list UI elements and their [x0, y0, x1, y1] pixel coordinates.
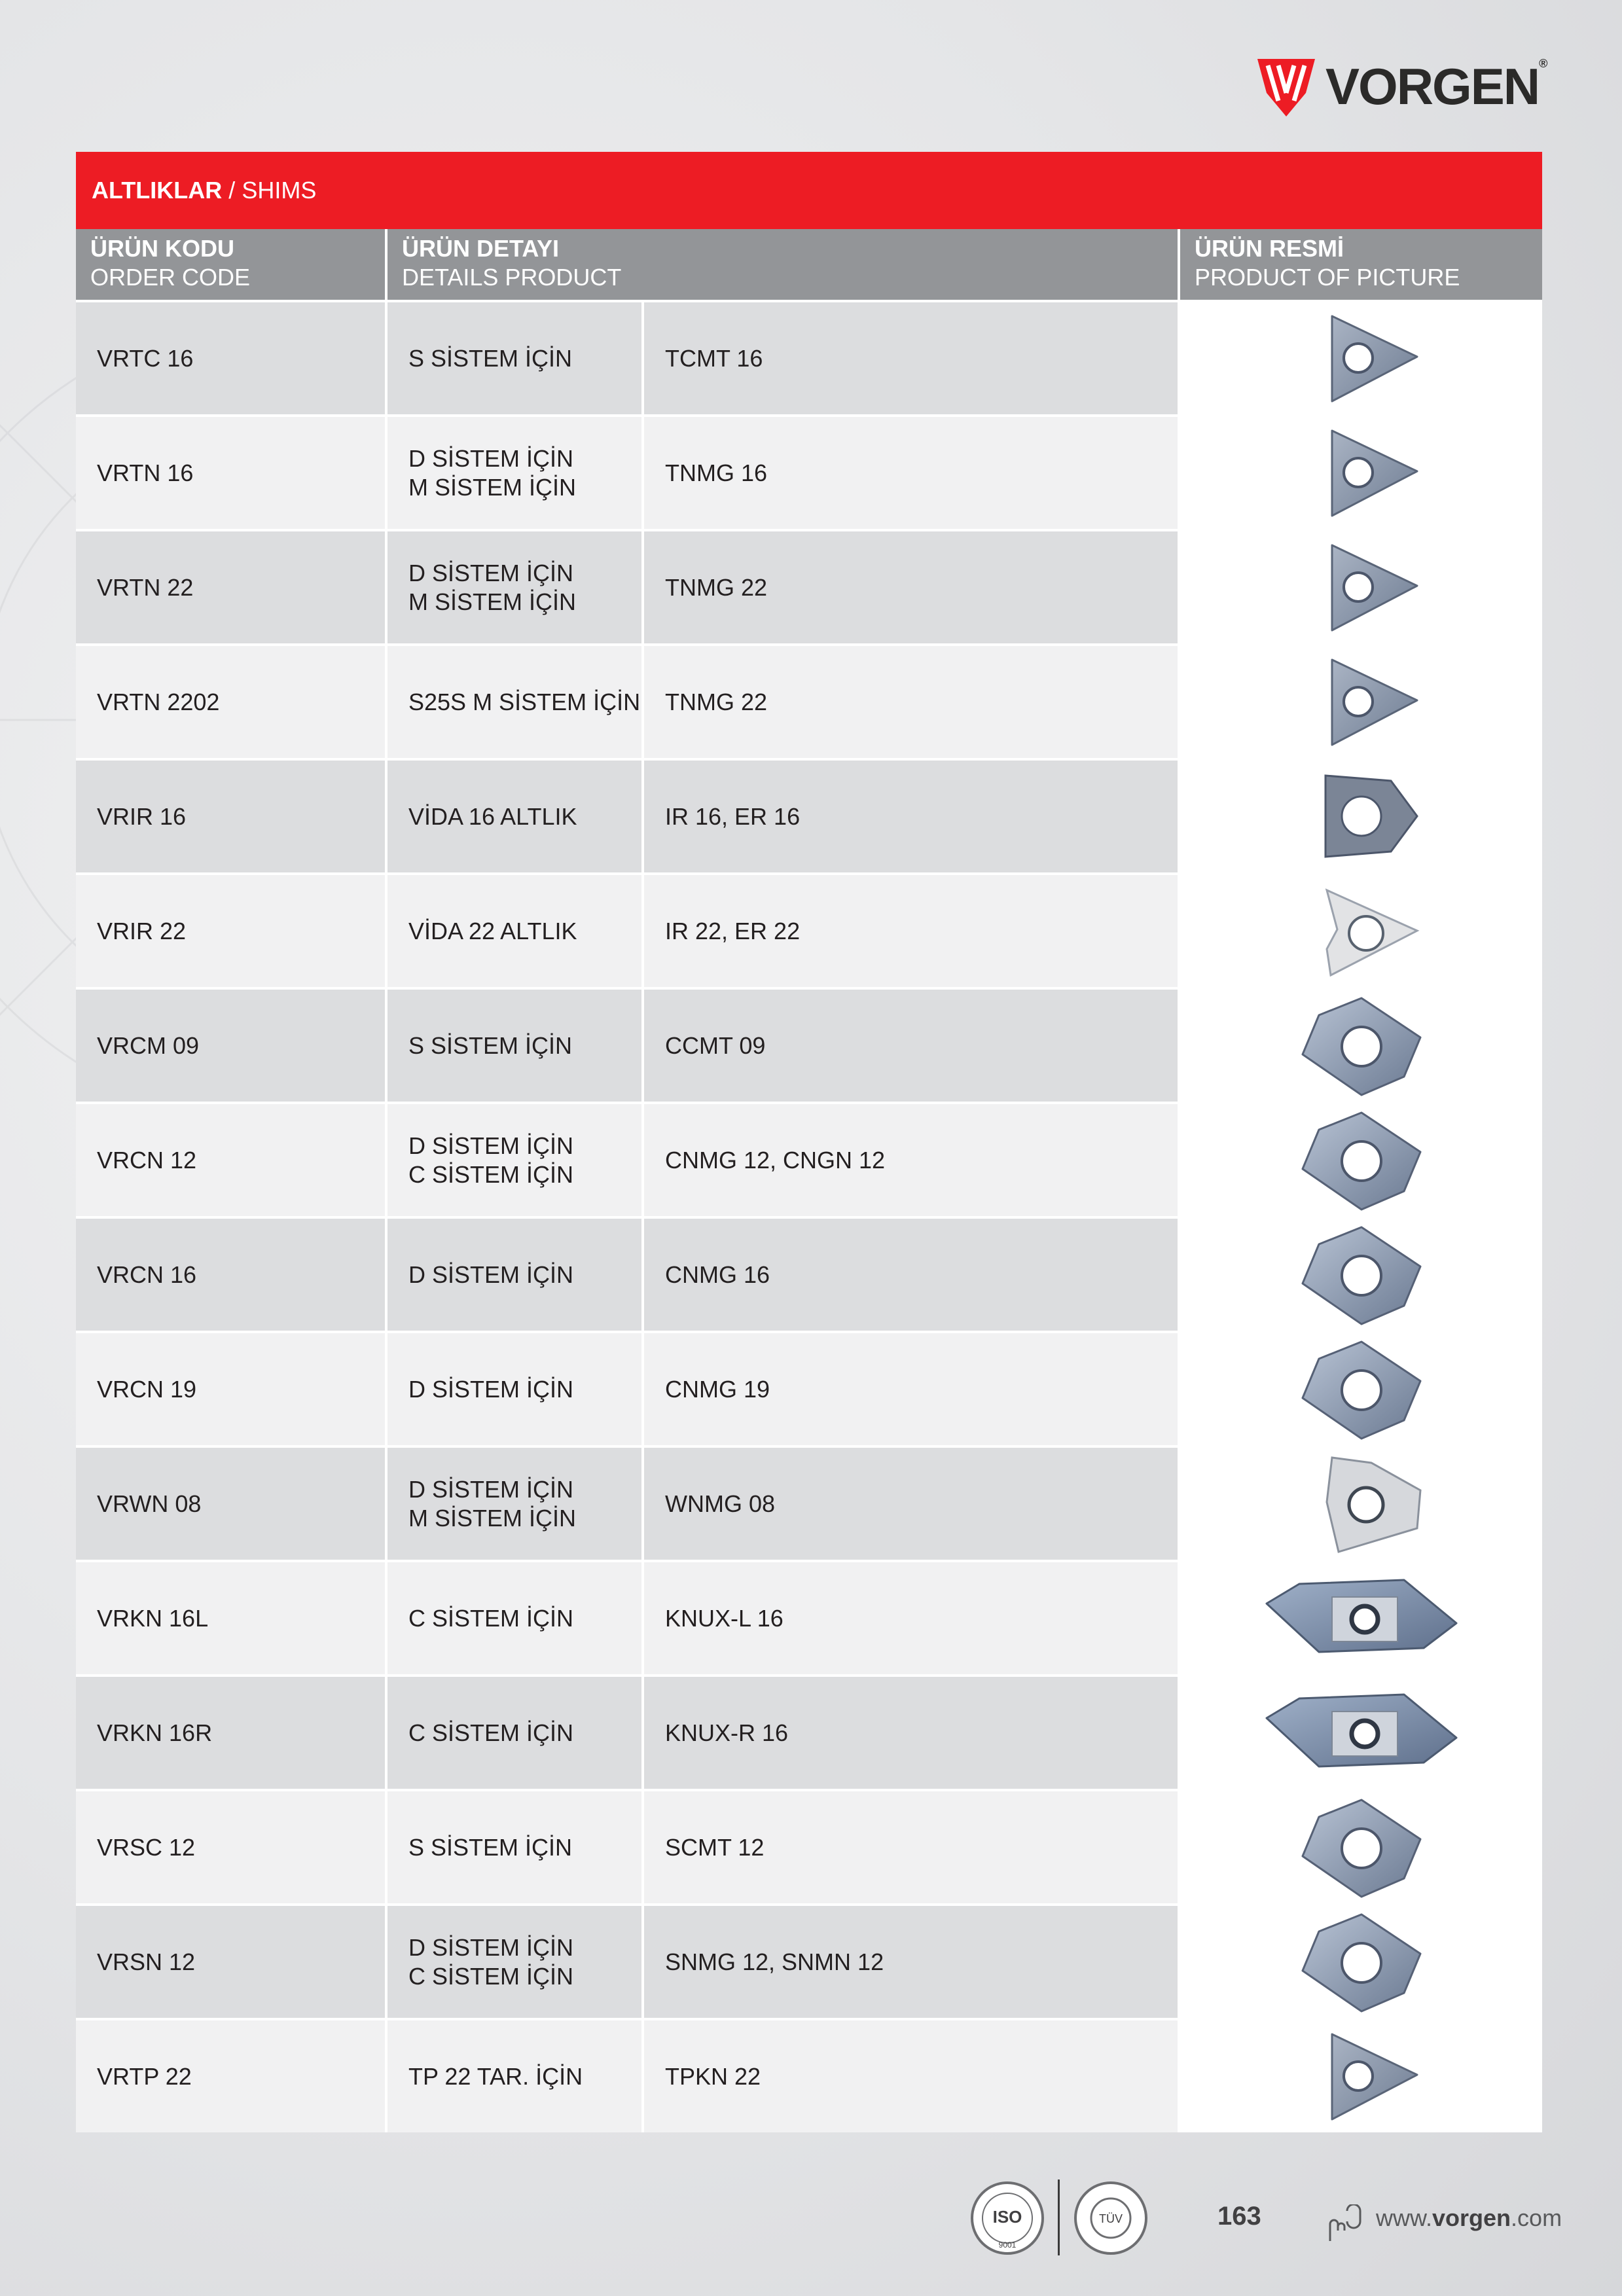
order-code-cell — [76, 1791, 387, 1903]
shim-image — [1253, 1908, 1469, 2016]
detail-cell — [387, 531, 644, 643]
svg-text:ISO: ISO — [992, 2207, 1022, 2227]
badge-divider — [1058, 2179, 1060, 2255]
compatible-insert: CCMT 09 — [665, 1031, 766, 1059]
order-code: VRTN 16 — [97, 459, 194, 486]
order-code-cell — [76, 875, 387, 987]
detail-cell — [387, 2020, 644, 2132]
order-code: VRTN 22 — [97, 573, 194, 601]
insert-cell — [644, 875, 1180, 987]
section-title: ALTLIKLAR / SHIMS — [76, 152, 1542, 229]
detail-cell — [387, 1791, 644, 1903]
insert-cell — [644, 531, 1180, 643]
shim-image — [1253, 992, 1469, 1100]
shim-image — [1253, 1450, 1469, 1558]
order-code-cell — [76, 990, 387, 1102]
table-row — [76, 529, 1542, 643]
website-link[interactable]: www.vorgen.com — [1376, 2204, 1562, 2231]
insert-cell — [644, 1448, 1180, 1560]
shims-table — [76, 152, 1542, 2132]
table-row — [76, 414, 1542, 529]
order-code: VRTP 22 — [97, 2062, 192, 2090]
compatible-insert: CNMG 16 — [665, 1261, 770, 1288]
detail-cell — [387, 1562, 644, 1674]
order-code-cell — [76, 1333, 387, 1445]
picture-cell — [1180, 1448, 1542, 1560]
compatible-insert: CNMG 12, CNGN 12 — [665, 1146, 886, 1174]
detail-line-1: S SİSTEM İÇİN — [408, 1031, 573, 1059]
shim-image — [1253, 1221, 1469, 1329]
detail-line-1: D SİSTEM İÇİN — [408, 1933, 574, 1961]
table-row — [76, 1216, 1542, 1331]
detail-line-1: VİDA 16 ALTLIK — [408, 802, 577, 830]
table-header — [76, 229, 1542, 300]
picture-cell — [1180, 531, 1542, 643]
table-row — [76, 300, 1542, 414]
shim-image — [1253, 762, 1469, 870]
detail-cell — [387, 1448, 644, 1560]
insert-cell — [644, 1562, 1180, 1674]
detail-line-1: D SİSTEM İÇİN — [408, 559, 574, 586]
order-code: VRWN 08 — [97, 1490, 202, 1517]
detail-line-1: VİDA 22 ALTLIK — [408, 917, 577, 944]
detail-line-1: S25S M SİSTEM İÇİN — [408, 688, 641, 715]
order-code: VRKN 16L — [97, 1604, 209, 1632]
detail-line-1: D SİSTEM İÇİN — [408, 1132, 574, 1159]
header-details-product: ÜRÜN DETAYI DETAILS PRODUCT — [387, 229, 1180, 300]
order-code: VRCM 09 — [97, 1031, 200, 1059]
svg-text:9001: 9001 — [998, 2240, 1017, 2250]
detail-line-1: D SİSTEM İÇİN — [408, 1261, 574, 1288]
detail-line-1: D SİSTEM İÇİN — [408, 1475, 574, 1503]
iso-9001-badge — [969, 2179, 1046, 2257]
table-row — [76, 1674, 1542, 1789]
header-order-code: ÜRÜN KODU ORDER CODE — [76, 229, 387, 300]
picture-cell — [1180, 1219, 1542, 1331]
picture-cell — [1180, 1562, 1542, 1674]
picture-cell — [1180, 1677, 1542, 1789]
table-row — [76, 1331, 1542, 1445]
shim-image — [1253, 1564, 1469, 1672]
order-code-cell — [76, 417, 387, 529]
compatible-insert: TCMT 16 — [665, 344, 763, 372]
detail-cell — [387, 1219, 644, 1331]
shim-image — [1253, 304, 1469, 412]
table-row — [76, 987, 1542, 1102]
detail-line-1: S SİSTEM İÇİN — [408, 1833, 573, 1861]
vorgen-logo-icon — [1253, 54, 1319, 119]
compatible-insert: TNMG 16 — [665, 459, 768, 486]
picture-cell — [1180, 2020, 1542, 2132]
compatible-insert: TNMG 22 — [665, 688, 768, 715]
picture-cell — [1180, 1906, 1542, 2018]
compatible-insert: TNMG 22 — [665, 573, 768, 601]
compatible-insert: IR 22, ER 22 — [665, 917, 801, 944]
detail-cell — [387, 1104, 644, 1216]
order-code-cell — [76, 1104, 387, 1216]
order-code-cell — [76, 1677, 387, 1789]
detail-line-1: D SİSTEM İÇİN — [408, 444, 574, 472]
insert-cell — [644, 1219, 1180, 1331]
order-code: VRIR 16 — [97, 802, 187, 830]
compatible-insert: TPKN 22 — [665, 2062, 761, 2090]
compatible-insert: WNMG 08 — [665, 1490, 776, 1517]
insert-cell — [644, 417, 1180, 529]
picture-cell — [1180, 1333, 1542, 1445]
insert-cell — [644, 990, 1180, 1102]
svg-text:TÜV: TÜV — [1099, 2212, 1123, 2225]
order-code: VRSC 12 — [97, 1833, 196, 1861]
insert-cell — [644, 1333, 1180, 1445]
picture-cell — [1180, 761, 1542, 872]
table-row — [76, 643, 1542, 758]
order-code-cell — [76, 1906, 387, 2018]
order-code: VRCN 19 — [97, 1375, 197, 1403]
detail-cell — [387, 1677, 644, 1789]
order-code-cell — [76, 646, 387, 758]
picture-cell — [1180, 1791, 1542, 1903]
table-row — [76, 1560, 1542, 1674]
compatible-insert: CNMG 19 — [665, 1375, 770, 1403]
compatible-insert: IR 16, ER 16 — [665, 802, 801, 830]
detail-cell — [387, 875, 644, 987]
detail-line-1: D SİSTEM İÇİN — [408, 1375, 574, 1403]
order-code: VRIR 22 — [97, 917, 187, 944]
detail-line-2: C SİSTEM İÇİN — [408, 1160, 574, 1188]
table-body — [76, 300, 1542, 2132]
detail-line-2: C SİSTEM İÇİN — [408, 1962, 574, 1990]
tuv-certified-badge — [1072, 2179, 1149, 2257]
order-code-cell — [76, 761, 387, 872]
compatible-insert: KNUX-L 16 — [665, 1604, 784, 1632]
detail-line-1: TP 22 TAR. İÇİN — [408, 2062, 583, 2090]
table-row — [76, 1789, 1542, 1903]
detail-line-1: S SİSTEM İÇİN — [408, 344, 573, 372]
detail-cell — [387, 646, 644, 758]
detail-cell — [387, 1333, 644, 1445]
picture-cell — [1180, 990, 1542, 1102]
picture-cell — [1180, 417, 1542, 529]
compatible-insert: SNMG 12, SNMN 12 — [665, 1948, 884, 1975]
picture-cell — [1180, 646, 1542, 758]
detail-line-2: M SİSTEM İÇİN — [408, 473, 577, 501]
order-code-cell — [76, 2020, 387, 2132]
detail-cell — [387, 1906, 644, 2018]
picture-cell — [1180, 302, 1542, 414]
shim-image — [1253, 1106, 1469, 1214]
shim-image — [1253, 533, 1469, 641]
order-code-cell — [76, 1448, 387, 1560]
order-code: VRCN 12 — [97, 1146, 197, 1174]
web-hand-icon — [1321, 2204, 1363, 2244]
shim-image — [1253, 2022, 1469, 2130]
detail-cell — [387, 990, 644, 1102]
page-number: 163 — [1217, 2202, 1261, 2231]
order-code: VRSN 12 — [97, 1948, 196, 1975]
table-row — [76, 1102, 1542, 1216]
insert-cell — [644, 761, 1180, 872]
shim-image — [1253, 648, 1469, 756]
page-footer — [969, 2173, 1562, 2265]
shim-image — [1253, 419, 1469, 527]
header-product-picture: ÜRÜN RESMİ PRODUCT OF PICTURE — [1195, 235, 1460, 291]
compatible-insert: SCMT 12 — [665, 1833, 765, 1861]
picture-cell — [1180, 875, 1542, 987]
insert-cell — [644, 1791, 1180, 1903]
order-code: VRTC 16 — [97, 344, 194, 372]
insert-cell — [644, 2020, 1180, 2132]
compatible-insert: KNUX-R 16 — [665, 1719, 789, 1746]
detail-cell — [387, 761, 644, 872]
detail-line-1: C SİSTEM İÇİN — [408, 1719, 574, 1746]
shim-image — [1253, 1679, 1469, 1787]
insert-cell — [644, 302, 1180, 414]
detail-line-2: M SİSTEM İÇİN — [408, 1504, 577, 1532]
picture-cell — [1180, 1104, 1542, 1216]
order-code-cell — [76, 1562, 387, 1674]
table-row — [76, 758, 1542, 872]
table-row — [76, 2018, 1542, 2132]
insert-cell — [644, 1104, 1180, 1216]
order-code-cell — [76, 531, 387, 643]
order-code: VRTN 2202 — [97, 688, 220, 715]
detail-line-2: M SİSTEM İÇİN — [408, 588, 577, 615]
table-row — [76, 872, 1542, 987]
order-code-cell — [76, 1219, 387, 1331]
detail-cell — [387, 302, 644, 414]
insert-cell — [644, 646, 1180, 758]
shim-image — [1253, 877, 1469, 985]
detail-line-1: C SİSTEM İÇİN — [408, 1604, 574, 1632]
order-code: VRCN 16 — [97, 1261, 197, 1288]
insert-cell — [644, 1906, 1180, 2018]
detail-cell — [387, 417, 644, 529]
shim-image — [1253, 1793, 1469, 1901]
shim-image — [1253, 1335, 1469, 1443]
order-code: VRKN 16R — [97, 1719, 213, 1746]
table-row — [76, 1903, 1542, 2018]
vorgen-logo — [1253, 54, 1555, 119]
insert-cell — [644, 1677, 1180, 1789]
brand-name: VORGEN® — [1325, 56, 1547, 115]
table-row — [76, 1445, 1542, 1560]
order-code-cell — [76, 302, 387, 414]
